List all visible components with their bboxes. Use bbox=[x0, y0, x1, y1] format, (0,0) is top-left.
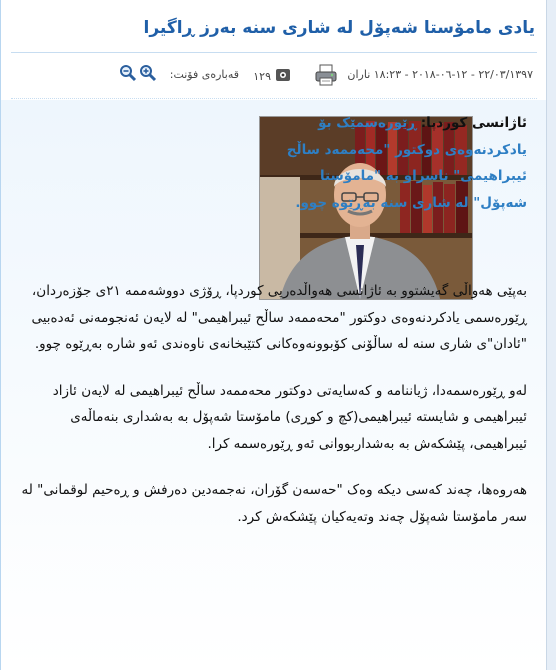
lead-text: ڕێورەسمێک بۆ یادکردنەوەی دوکتور "محەممەد ساڵح ئیبراهیمی" ناسراو بە "مامۆستا شەپۆل" لە شاری سنە بەڕێوە چوو. bbox=[286, 115, 527, 211]
font-size-label: قەبارەی فۆنت: bbox=[169, 68, 239, 81]
article-meta-bar bbox=[9, 62, 537, 90]
vertical-scrollbar[interactable] bbox=[546, 0, 556, 670]
article-paragraph-2: لەو ڕێورەسمەدا، ژیاننامە و کەسایەتی دوکتور محەممەد ساڵح ئیبراهیمی لە لایەن ئازاد ئیبراهیمی و شایستە ئیبراهیمی(کچ و کوڕی) مامۆستا شەپۆل بە بەشداری بنەماڵەی ئیبراهیمی، پێشکەش بە بەشداربووانی ئەو ڕێورەسمە کرا. bbox=[52, 382, 527, 452]
zoom-in-icon[interactable] bbox=[139, 64, 157, 85]
printer-icon[interactable] bbox=[313, 62, 339, 91]
lead-source: ئاژانسی کوردپا: bbox=[420, 115, 527, 131]
article-paragraph-3: هەروەها، چەند کەسی دیکە وەک "حەسەن گۆران، نەجمەدین دەرفش و ڕەحیم لوقمانی" لە سەر مامۆستا شەپۆل چەند وتەیەکیان پێشکەش کرد. bbox=[21, 482, 527, 525]
meta-divider bbox=[11, 98, 537, 99]
article-paragraph-1: بەپێی هەواڵی گەیشتوو بە ئاژانسی هەواڵدەریی کوردپا، ڕۆژی دووشەممە ٢١ی جۆزەردان، ڕێورەسمی یادکردنەوەی دوکتور "محەممەد ساڵح ئیبراهیمی" لە لایەن ئەنجومەنی ئەدەبیی "ئادان"ی شاری سنە لە ساڵۆنی کۆبوونەوەکانی کتێبخانەی ناوەندی ئەو شارە بەڕێوە چوو. bbox=[31, 283, 527, 352]
view-count bbox=[253, 68, 291, 85]
article-title: یادی مامۆستا شەپۆل لە شاری سنە بەرز ڕاگیرا bbox=[143, 18, 535, 38]
zoom-out-icon[interactable] bbox=[119, 64, 137, 85]
title-divider bbox=[11, 52, 537, 53]
view-count-value: ١٢٩ bbox=[253, 70, 271, 83]
article-body bbox=[17, 110, 527, 530]
publish-date: ٢٢/٠٣/١٣٩٧ - ١٢-٠٦-٢٠١٨ - ١٨:٢٣ ناران bbox=[347, 68, 533, 81]
font-size-controls bbox=[119, 64, 157, 85]
article-lead bbox=[279, 110, 527, 216]
eye-icon bbox=[275, 68, 291, 85]
